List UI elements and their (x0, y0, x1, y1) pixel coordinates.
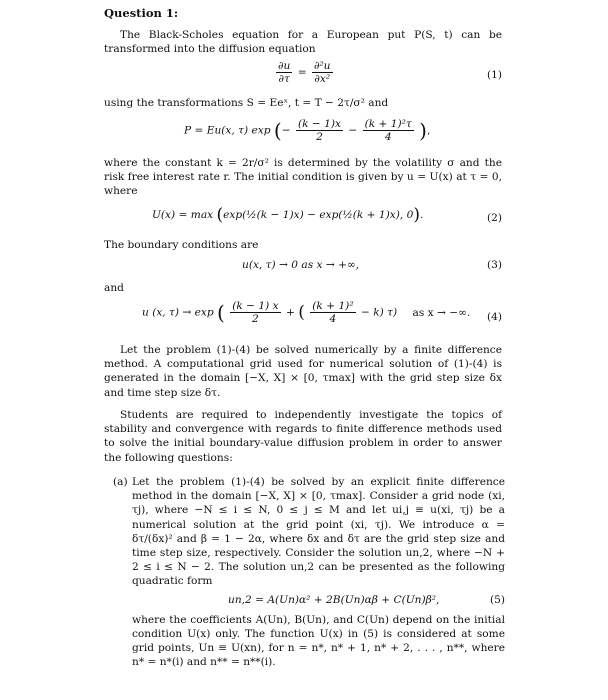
eq4-cond: as x → −∞. (412, 306, 471, 319)
eqP-lhs: P = Eu(x, τ) exp (184, 124, 271, 137)
transform-text: using the transformations S = Eeˣ, t = T − 2τ/σ² and (104, 97, 389, 109)
equation-2: U(x) = max (exp(½(k − 1)x) − exp(½(k + 1)x), 0). (2) (152, 205, 502, 225)
eqP-frac1-den: 2 (316, 131, 323, 143)
constant-paragraph: where the constant k = 2r/σ² is determined by the volatility σ and the risk free interest rate r. The initial condition is given by u = U(x) at τ = 0, where (104, 157, 502, 198)
item-a-after: where the coefficients A(Un), B(Un), and C(Un) depend on the initial condition U(x) only. The function U(x) in (5) is considered at some grid points, Un ≡ U(xn), for n = n*, n* + 1, n* + 2, . . . , n**, where n* = n*(i) and n** = n**(i). (132, 613, 505, 669)
eqP-frac1-num: (k − 1)x (297, 118, 341, 130)
eqP-frac2 (363, 118, 414, 143)
item-a-text: Let the problem (1)-(4) be solved by an explicit finite difference method in the domain [−X, X] × [0, τmax]. Consider a grid node (xi, τj), where −N ≤ i ≤ N, 0 ≤ j ≤ M and let ui,j ≡ u(xi, τj) be a numerical solution at the grid point (xi, τj). We introduce α = δτ/(δx)² and β = 1 − 2α, where δx and δτ are the grid step size and time step size, respectively. Consider the solution un,2, where −N + 2 ≤ i ≤ N − 2. The solution un,2 can be presented as the following quadratic form (132, 476, 505, 588)
equation-3 (104, 258, 502, 274)
eq4-lhs: u (x, τ) → exp (142, 306, 214, 319)
eq1-rhs-num: ∂²u (313, 60, 331, 72)
eq1-lhs-fraction (276, 60, 292, 85)
equation-1: $\frac{\partial u}{\partial\tau}$ = $\frac{\text{∂²u}}{\text{∂x²}}$ (1) (278, 60, 502, 85)
item-a (113, 475, 505, 669)
eq4-frac2-num: (k + 1)² (312, 300, 354, 312)
students-paragraph: Students are required to independently investigate the topics of stability and convergence with regards to finite difference methods used to solve the initial boundary-value diffusion problem in order to answer the following questions: (104, 409, 502, 464)
eqP-frac2-den: 4 (384, 131, 392, 143)
eq5-number: (5) (489, 593, 505, 606)
eqP-frac1 (296, 118, 343, 143)
item-a-label: (a) (113, 476, 128, 488)
eq4-number: (4) (486, 311, 502, 323)
problem-paragraph: Let the problem (1)-(4) be solved numerically by a finite difference method. A computational grid used for numerical solution of (1)-(4) is generated in the domain [−X, X] × [0, τmax] with the grid step size δx and time step size δτ. (104, 344, 502, 399)
equation-4: u (x, τ) → exp ( $\frac{(k - 1) x}{2}$ + ( $\frac{\text{(k + 1)²}}{4}$ − k) τ) as x → −∞. (4) (142, 300, 502, 325)
eq4-frac1 (230, 300, 280, 325)
equation-P: P = Eu(x, τ) exp (− $\frac{(k - 1)x}{2}$ − $\frac{\text{(k + 1)²τ}}{4}$ ), (184, 118, 431, 143)
eq1-lhs-den: ∂τ (278, 73, 290, 85)
eqP-frac2-num: (k + 1)²τ (364, 118, 412, 130)
eq4-frac1-num: (k − 1) x (232, 300, 279, 312)
eq1-rhs-den: ∂x² (314, 73, 331, 85)
and-text: and (104, 282, 124, 294)
intro-paragraph: The Black-Scholes equation for a European put P(S, t) can be transformed into the diffusion equation (104, 29, 502, 56)
eq1-lhs-num: ∂u (278, 60, 291, 72)
equation-5 (132, 593, 505, 611)
eq1-number: (1) (486, 69, 502, 81)
boundary-text: The boundary conditions are (104, 239, 259, 251)
question-heading: Question 1: (104, 6, 179, 20)
eq2-body: exp(½(k − 1)x) − exp(½(k + 1)x), 0 (223, 209, 414, 222)
eq3-number: (3) (486, 259, 502, 271)
eq4-frac2 (310, 300, 355, 325)
eq2-lhs: U(x) = max (152, 209, 214, 222)
eq4-frac2-den: 4 (329, 313, 337, 325)
eq3-body: u(x, τ) → 0 as x → +∞, (242, 259, 360, 271)
eq4-frac1-den: 2 (252, 313, 259, 325)
eq4-tail: − k) τ) (360, 306, 398, 319)
eq2-number: (2) (486, 212, 502, 224)
eq1-rhs-fraction (312, 60, 333, 85)
eq5-body: un,2 = A(Un)α² + 2B(Un)αβ + C(Un)β², (228, 593, 440, 606)
